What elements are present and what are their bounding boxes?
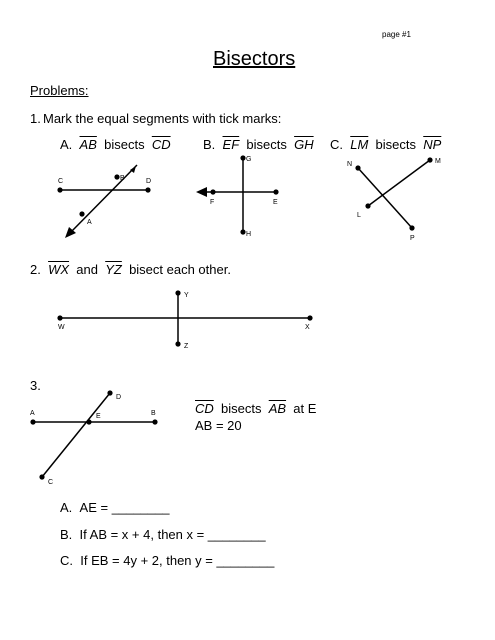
q1b-letter: B. (203, 137, 216, 152)
label-c: C (48, 479, 54, 486)
point-l (365, 203, 370, 208)
label-x: X (305, 324, 310, 331)
label-c: C (58, 178, 64, 185)
figure-2 (57, 290, 312, 350)
point-z (175, 341, 180, 346)
q3-part-a-text: AE = ________ (79, 500, 170, 515)
q1b-seg2: $\overline{GH}$ (294, 137, 314, 152)
q3-seg2: $\overline{AB}$ (268, 401, 287, 416)
q3-number: 3. (30, 378, 41, 393)
figure-3 (30, 390, 158, 486)
label-p: P (410, 235, 415, 242)
label-h: H (246, 231, 252, 238)
q1a-verb: bisects (104, 137, 145, 152)
q3-part-b-letter: B. (60, 527, 73, 542)
q1c-letter: C. (330, 137, 343, 152)
page-number: page #1 (382, 30, 411, 39)
point-b (114, 174, 119, 179)
point-c (39, 474, 44, 479)
point-c (57, 187, 62, 192)
q3-part-c-letter: C. (60, 553, 73, 568)
point-n (355, 165, 360, 170)
q1c-seg2: $\overline{NP}$ (423, 137, 442, 152)
q3-seg1: $\overline{CD}$ (195, 401, 214, 416)
figure-c (347, 157, 441, 242)
label-d: D (116, 394, 122, 401)
label-d: D (146, 178, 152, 185)
q1-prompt: Mark the equal segments with tick marks: (43, 111, 282, 126)
section-label: Problems: (30, 83, 89, 98)
q1a-letter: A. (60, 137, 73, 152)
label-z: Z (184, 343, 189, 350)
q2-seg2: $\overline{YZ}$ (105, 262, 122, 277)
q1c-seg1: $\overline{LM}$ (350, 137, 369, 152)
figure-b (196, 155, 279, 238)
q1a-seg2: $\overline{CD}$ (151, 137, 171, 152)
q2-number: 2. (30, 262, 41, 277)
q2-rest: bisect each other. (129, 262, 231, 277)
point-f (210, 189, 215, 194)
label-b: B (151, 410, 156, 417)
label-a: A (30, 410, 35, 417)
label-m: M (435, 158, 441, 165)
q3-part-c-text: If EB = 4y + 2, then y = ________ (80, 553, 275, 568)
label-l: L (357, 212, 361, 219)
point-e (273, 189, 278, 194)
point-x (307, 315, 312, 320)
point-e (86, 419, 91, 424)
label-w: W (58, 324, 65, 331)
q3-rest: at E (293, 401, 317, 416)
q1c-verb: bisects (375, 137, 416, 152)
point-y (175, 290, 180, 295)
label-e: E (96, 413, 101, 420)
point-w (57, 315, 62, 320)
q3-part-b-text: If AB = x + 4, then x = ________ (79, 527, 266, 542)
q3-verb: bisects (221, 401, 262, 416)
q1-number: 1. (30, 111, 41, 126)
point-h (240, 229, 245, 234)
page-title: Bisectors (213, 48, 296, 70)
point-b (152, 419, 157, 424)
point-a (30, 419, 35, 424)
label-a: A (87, 219, 92, 226)
q1b-seg1: $\overline{EF}$ (222, 137, 240, 152)
point-a (79, 211, 84, 216)
label-f: F (210, 199, 215, 206)
q3-given-2: AB = 20 (195, 418, 242, 433)
q2-conj: and (76, 262, 98, 277)
point-p (409, 225, 414, 230)
q1a-seg1: $\overline{AB}$ (79, 137, 97, 152)
q2-seg1: $\overline{WX}$ (48, 262, 70, 277)
label-e: E (273, 199, 278, 206)
label-b: B (120, 175, 125, 182)
label-n: N (347, 161, 353, 168)
point-g (240, 155, 245, 160)
point-d (145, 187, 150, 192)
q1b-verb: bisects (246, 137, 287, 152)
arrowhead-left (196, 187, 207, 197)
point-d (107, 390, 112, 395)
label-g: G (246, 156, 252, 163)
q3-part-a-letter: A. (60, 500, 73, 515)
label-y: Y (184, 292, 189, 299)
figure-a (57, 165, 151, 238)
point-m (427, 157, 432, 162)
